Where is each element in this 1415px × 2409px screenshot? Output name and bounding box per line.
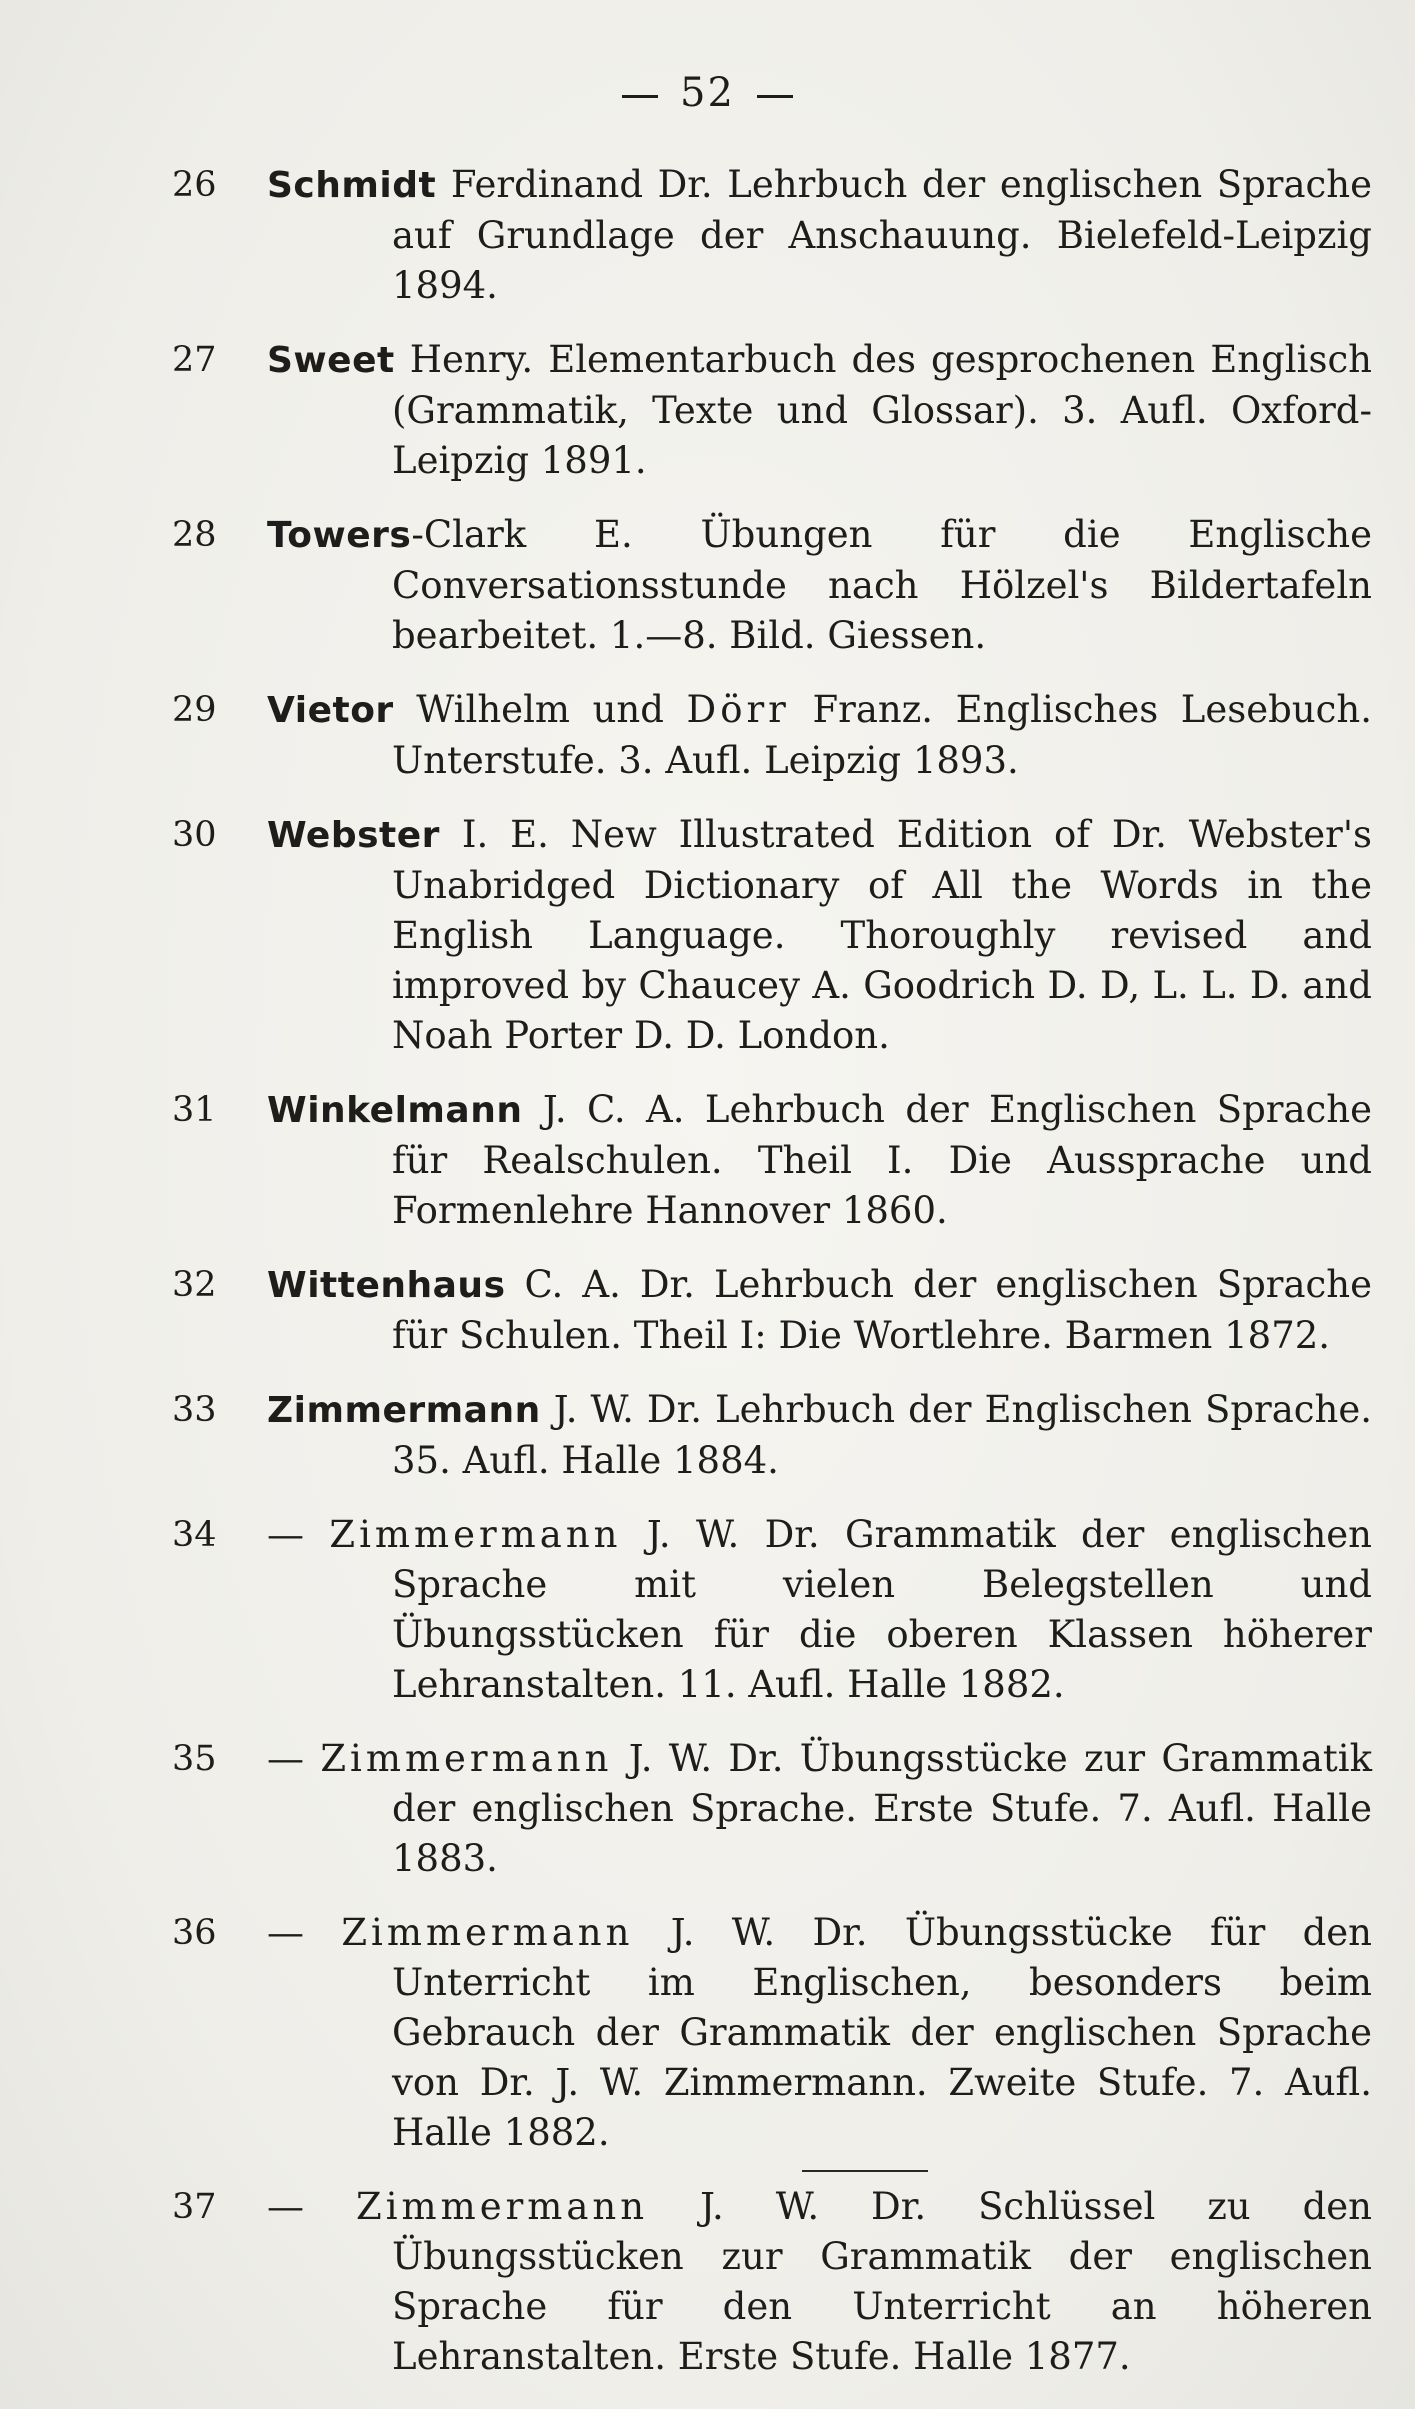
entry-coauthor: Dörr <box>686 688 790 731</box>
bibliography-entry <box>172 685 1372 786</box>
ditto-dash: — <box>267 1911 304 1954</box>
entry-body <box>267 1734 1372 1884</box>
entry-number: 29 <box>172 690 217 730</box>
entry-body <box>267 810 1372 1061</box>
entry-author: Webster <box>267 815 440 856</box>
entry-author: Schmidt <box>267 165 437 206</box>
entry-author: Vietor <box>267 690 394 731</box>
entry-text: Henry. Elementarbuch des gesprochenen Englisch (Grammatik, Texte und Glossar). 3. Aufl. Oxford-Leipzig 1891. <box>392 338 1372 482</box>
entry-body <box>267 510 1372 661</box>
entry-author: Winkelmann <box>267 1090 523 1131</box>
entry-number: 37 <box>172 2187 217 2227</box>
bibliography-entry <box>172 810 1372 1061</box>
ditto-dash: — <box>267 1737 304 1780</box>
entry-text: J. W. Dr. Grammatik der englischen Sprache mit vielen Belegstellen und Übungsstücken für die oberen Klassen höherer Lehranstalten. 11. Aufl. Halle 1882. <box>392 1513 1373 1706</box>
entry-text-continued: Franz. Englisches Lesebuch. Unterstufe. 3. Aufl. Leipzig 1893. <box>392 688 1372 782</box>
entry-number: 27 <box>172 340 217 380</box>
bibliography-entry <box>172 160 1372 311</box>
bibliography-entry <box>172 510 1372 661</box>
bibliography-entry <box>172 1510 1372 1710</box>
bleed-through-text <box>40 200 51 241</box>
entry-number: 26 <box>172 165 217 205</box>
entry-text: C. A. Dr. Lehrbuch der englischen Sprache für Schulen. Theil I: Die Wortlehre. Barmen 1872. <box>392 1263 1372 1357</box>
entry-body <box>267 685 1372 786</box>
page-number-dash-left <box>622 95 658 98</box>
entry-author-spaced: Zimmermann <box>341 1911 634 1954</box>
entry-body <box>267 160 1372 311</box>
bibliography-list <box>172 160 1372 2406</box>
entry-number: 32 <box>172 1265 217 1305</box>
bibliography-entry <box>172 1260 1372 1361</box>
entry-number: 30 <box>172 815 217 855</box>
entry-author: Zimmermann <box>267 1390 541 1431</box>
entry-body <box>267 1510 1372 1710</box>
entry-author-spaced: Zimmermann <box>355 2185 649 2228</box>
bibliography-entry <box>172 335 1372 486</box>
bibliography-entry <box>172 1734 1372 1884</box>
entry-text: Wilhelm und <box>416 688 664 731</box>
entry-body <box>267 1260 1372 1361</box>
entry-text: J. W. Dr. Lehrbuch der Englischen Sprache. 35. Aufl. Halle 1884. <box>392 1388 1372 1482</box>
entry-author-spaced: Zimmermann <box>329 1513 622 1556</box>
end-rule <box>802 2170 928 2172</box>
entry-number: 33 <box>172 1390 217 1430</box>
entry-text: Ferdinand Dr. Lehrbuch der englischen Sprache auf Grundlage der Anschauung. Bielefeld-Leipzig 1894. <box>392 163 1373 307</box>
ditto-dash: — <box>267 2185 304 2228</box>
page-number <box>0 70 1415 116</box>
entry-text: J. W. Dr. Übungsstücke für den Unterricht im Englischen, besonders beim Gebrauch der Grammatik der englischen Sprache von Dr. J. W. Zimmermann. Zweite Stufe. 7. Aufl. Halle 1882. <box>392 1911 1373 2154</box>
entry-number: 31 <box>172 1090 217 1130</box>
entry-text: J. W. Dr. Übungsstücke zur Grammatik der englischen Sprache. Erste Stufe. 7. Aufl. Halle 1883. <box>392 1737 1373 1880</box>
entry-body <box>267 1385 1372 1486</box>
entry-author-spaced: Zimmermann <box>320 1737 613 1780</box>
entry-body <box>267 1085 1372 1236</box>
entry-number: 34 <box>172 1515 217 1555</box>
entry-text: J. C. A. Lehrbuch der Englischen Sprache für Realschulen. Theil I. Die Aussprache und Formenlehre Hannover 1860. <box>392 1088 1372 1232</box>
page-number-value: 52 <box>680 70 735 116</box>
entry-number: 35 <box>172 1739 217 1779</box>
entry-author: Wittenhaus <box>267 1265 506 1306</box>
page-number-dash-right <box>757 95 793 98</box>
ditto-dash: — <box>267 1513 304 1556</box>
entry-text: -Clark E. Übungen für die Englische Conversationsstunde nach Hölzel's Bildertafeln bearbeitet. 1.—8. Bild. Giessen. <box>392 513 1372 657</box>
entry-author: Sweet <box>267 340 395 381</box>
entry-author: Towers <box>267 515 412 556</box>
entry-body <box>267 335 1372 486</box>
entry-body <box>267 1908 1372 2158</box>
entry-number: 36 <box>172 1913 217 1953</box>
bibliography-entry <box>172 1908 1372 2158</box>
entry-text: I. E. New Illustrated Edition of Dr. Webster's Unabridged Dictionary of All the Words in the English Language. Thoroughly revised and improved by Chaucey A. Goodrich D. D, L. L. D. and Noah Porter D. D. London. <box>392 813 1372 1057</box>
entry-body <box>267 2182 1372 2382</box>
entry-text: J. W. Dr. Schlüssel zu den Übungsstücken zur Grammatik der englischen Sprache für den Unterricht an höheren Lehranstalten. Erste Stufe. Halle 1877. <box>392 2185 1373 2378</box>
bibliography-entry <box>172 1385 1372 1486</box>
entry-number: 28 <box>172 515 217 555</box>
bibliography-entry <box>172 1085 1372 1236</box>
bibliography-entry <box>172 2182 1372 2382</box>
